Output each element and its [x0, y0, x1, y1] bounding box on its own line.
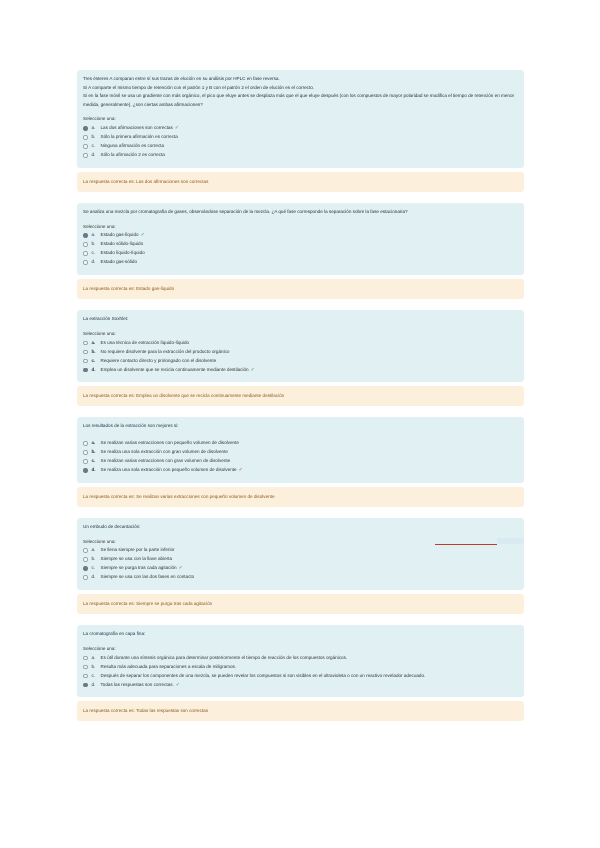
- option-c[interactable]: c. Requiere contacto directo y prolongado con el disolvente: [83, 356, 518, 365]
- select-prompt: Seleccione una:: [83, 330, 116, 336]
- stem-line: Un embudo de decantación:: [83, 523, 141, 529]
- stem-line: La extracción Soxhlet:: [83, 316, 129, 322]
- radio-button[interactable]: [83, 242, 88, 247]
- select-prompt: Seleccione una:: [83, 538, 116, 544]
- radio-button[interactable]: [83, 468, 88, 473]
- cross-icon: ✓: [238, 467, 243, 474]
- radio-button[interactable]: [83, 450, 88, 455]
- option-a[interactable]: a. Estado gas-líquido ✓: [83, 231, 518, 240]
- stem-line: Se analiza una mezcla por cromatografía de gases, observándose separación de la mezcla. ¿A qué fase corresponde la separación sobre la fase estacionaria?: [83, 208, 408, 214]
- option-a[interactable]: a. Las dos afirmaciones son correctas ✓: [83, 124, 518, 133]
- option-c[interactable]: c. Se realizan varias extracciones con gran volumen de disolvente: [83, 457, 518, 466]
- check-icon: ✓: [175, 681, 180, 688]
- feedback-6: La respuesta correcta es: Todas las respuestas son correctas: [77, 701, 524, 721]
- radio-button[interactable]: [83, 665, 88, 670]
- radio-button[interactable]: [83, 350, 88, 355]
- option-c[interactable]: c. Ninguna afirmación es correcta: [83, 142, 518, 151]
- option-c[interactable]: c. Siempre se purga tras cada agitación ✓: [83, 564, 518, 573]
- stem-line: Si A comparte el mismo tiempo de retención con el patrón 1 y B con el patrón 2 el orden de elución es el correcto.: [83, 84, 315, 90]
- feedback-5: La respuesta correcta es: Siempre se purga tras cada agitación: [77, 594, 524, 614]
- select-prompt: Seleccione una:: [83, 645, 116, 651]
- question-5: [77, 518, 524, 590]
- stem-line: La cromatografía en capa fina:: [83, 631, 146, 637]
- radio-button[interactable]: [83, 251, 88, 256]
- radio-button[interactable]: [83, 459, 88, 464]
- option-b[interactable]: b. Siempre se usa con la llave abierta: [83, 555, 518, 564]
- question-3: [77, 310, 524, 382]
- stem-line: Tres ésteres A comparan entre sí sus trazas de elución en su análisis por HPLC en fase reversa.: [83, 76, 280, 81]
- question-2: [77, 203, 524, 275]
- question-stem: [83, 523, 518, 532]
- option-b[interactable]: b. Resulta más adecuada para separaciones a escala de miligramos.: [83, 662, 518, 671]
- option-b[interactable]: b. Estado sólido-líquido: [83, 240, 518, 249]
- option-a[interactable]: a. Se llena siempre por la parte inferior: [83, 546, 518, 555]
- option-c[interactable]: c. Estado líquido-líquido: [83, 249, 518, 258]
- radio-button[interactable]: [83, 557, 88, 562]
- question-1: [77, 70, 524, 168]
- option-d[interactable]: d. Todas las respuestas son correctas. ✓: [83, 680, 518, 689]
- quiz-review: [77, 70, 524, 721]
- check-icon: ✓: [174, 125, 179, 132]
- check-icon: ✓: [250, 366, 255, 373]
- radio-button[interactable]: [83, 656, 88, 661]
- option-d[interactable]: d. Sólo la afirmación 2 es correcta: [83, 151, 518, 160]
- option-b[interactable]: b. Se realiza una sola extracción con gran volumen de disolvente: [83, 448, 518, 457]
- radio-button[interactable]: [83, 135, 88, 140]
- radio-button[interactable]: [83, 368, 88, 373]
- option-c[interactable]: c. Después de separar los componentes de una mezcla, se pueden revelar los compuestos si son visibles en el ultravioleta o con un reactivo revelador adecuado.: [83, 671, 518, 680]
- option-d[interactable]: d. Estado gas-sólido: [83, 258, 518, 267]
- navigation-tab[interactable]: [497, 538, 524, 544]
- check-icon: ✓: [140, 232, 145, 239]
- option-b[interactable]: b. Sólo la primera afirmación es correcta: [83, 133, 518, 142]
- select-prompt: Seleccione una:: [83, 223, 116, 229]
- option-b[interactable]: b. No requiere disolvente para la extracción del producto orgánico: [83, 347, 518, 356]
- radio-button[interactable]: [83, 233, 88, 238]
- feedback-2: La respuesta correcta es: Estado gas-líquido: [77, 279, 524, 299]
- select-prompt: Seleccione una:: [83, 116, 116, 122]
- option-a[interactable]: a. Es una técnica de extracción líquido-líquido: [83, 338, 518, 347]
- feedback-1: La respuesta correcta es: Las dos afirmaciones son correctas: [77, 172, 524, 192]
- option-a[interactable]: a. Es útil durante una síntesis orgánica para determinar posteriormente el tiempo de reacción de los compuestos orgánicos.: [83, 653, 518, 662]
- radio-button[interactable]: [83, 548, 88, 553]
- question-stem: [83, 422, 518, 431]
- option-d[interactable]: d. Se realiza una sola extracción con pequeño volumen de disolvente ✓: [83, 466, 518, 475]
- option-d[interactable]: d. Emplea un disolvente que se recicla continuamente mediante destilación ✓: [83, 365, 518, 374]
- question-stem: [83, 75, 518, 109]
- radio-button[interactable]: [83, 575, 88, 580]
- radio-button[interactable]: [83, 674, 88, 679]
- check-icon: ✓: [178, 565, 183, 572]
- stem-line: Los resultados de la extracción son mejores si:: [83, 423, 179, 429]
- radio-button[interactable]: [83, 126, 88, 131]
- red-underline: [435, 544, 497, 545]
- option-a[interactable]: a. Se realizan varias extracciones con pequeño volumen de disolvente: [83, 439, 518, 448]
- feedback-4: La respuesta correcta es: Se realizan varias extracciones con pequeño volumen de disolvente: [77, 487, 524, 507]
- question-stem: [83, 315, 518, 324]
- question-stem: [83, 208, 518, 217]
- question-4: [77, 417, 524, 483]
- stem-line: Si en la fase móvil se usa un gradiente con más orgánico, el pico que eluye antes se desplaza más que el que eluye después (con los compuestos de mayor polaridad se modifica el tiempo de retención en menor medida, generalmente), ¿son ciertas ambas afirmaciones?: [83, 93, 515, 107]
- radio-button[interactable]: [83, 260, 88, 265]
- feedback-3: La respuesta correcta es: Emplea un disolvente que se recicla continuamente mediante destilación: [77, 386, 524, 406]
- radio-button[interactable]: [83, 144, 88, 149]
- radio-button[interactable]: [83, 153, 88, 158]
- question-stem: [83, 630, 518, 639]
- radio-button[interactable]: [83, 566, 88, 571]
- question-6: [77, 625, 524, 697]
- option-d[interactable]: d. Siempre se usa con las dos fases en contacto: [83, 573, 518, 582]
- radio-button[interactable]: [83, 683, 88, 688]
- radio-button[interactable]: [83, 441, 88, 446]
- radio-button[interactable]: [83, 341, 88, 346]
- radio-button[interactable]: [83, 359, 88, 364]
